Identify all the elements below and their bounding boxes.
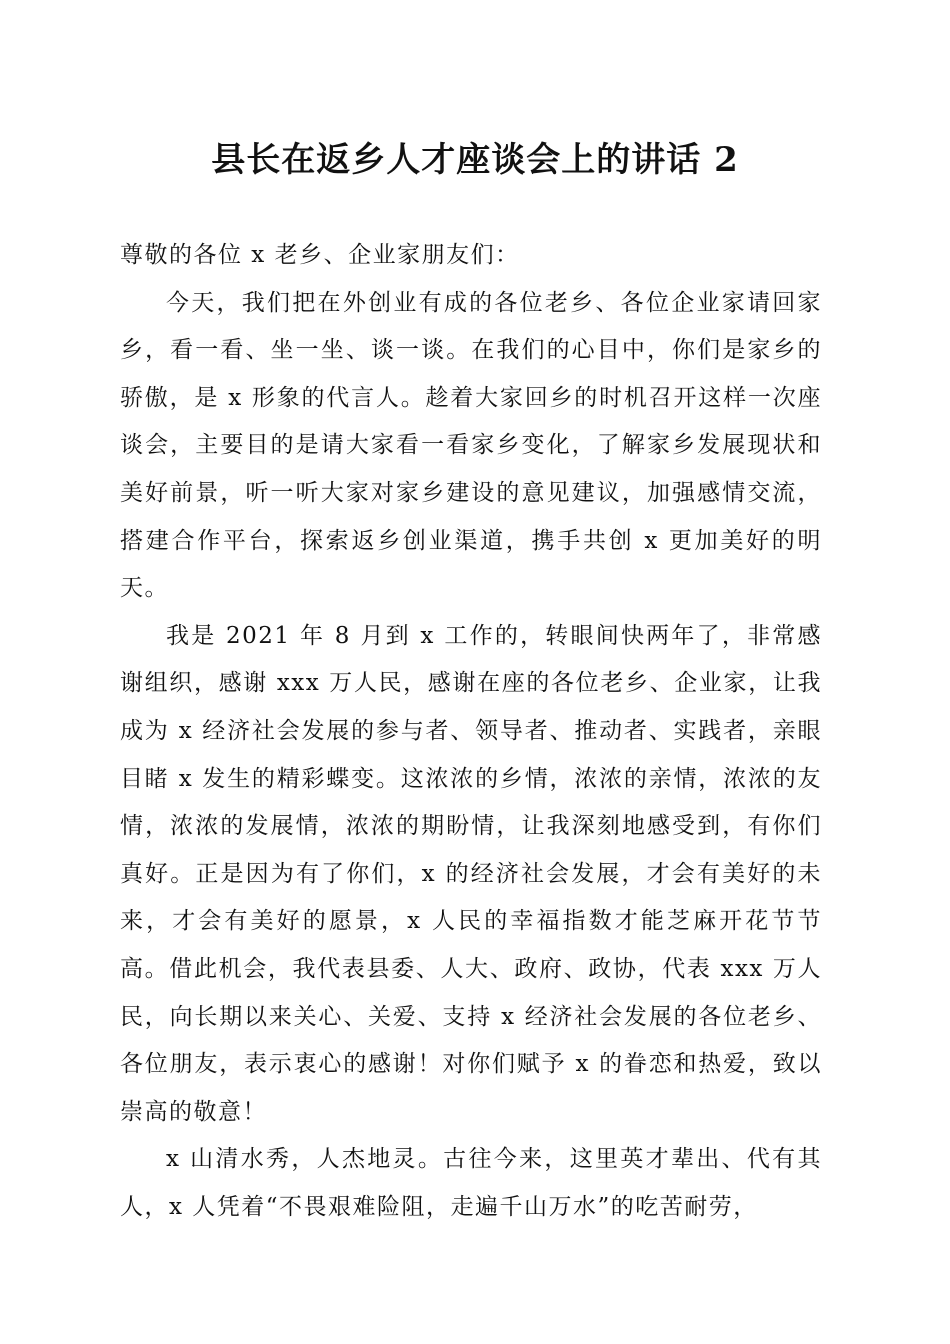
paragraph-3: x 山清水秀，人杰地灵。古往今来，这里英才辈出、代有其人，x 人凭着“不畏艰难险阻，走遍千山万水”的吃苦耐劳， — [120, 1146, 822, 1220]
document-body — [120, 232, 822, 1231]
document-title: 县长在返乡人才座谈会上的讲话 2 — [211, 140, 739, 180]
salutation: 尊敬的各位 x 老乡、企业家朋友们： — [120, 242, 520, 268]
paragraph-2: 我是 2021 年 8 月到 x 工作的，转眼间快两年了，非常感谢组织，感谢 xxx 万人民，感谢在座的各位老乡、企业家，让我成为 x 经济社会发展的参与者、领导者、推动者、实践者，亲眼目睹 x 发生的精彩蝶变。这浓浓的乡情，浓浓的亲情，浓浓的友情，浓浓的发展情，浓浓的期盼情，让我深刻地感受到，有你们真好。正是因为有了你们，x 的经济社会发展，才会有美好的未来，才会有美好的愿景，x 人民的幸福指数才能芝麻开花节节高。借此机会，我代表县委、人大、政府、政协，代表 xxx 万人民，向长期以来关心、关爱、支持 x 经济社会发展的各位老乡、各位朋友，表示衷心的感谢！对你们赋予 x 的眷恋和热爱，致以崇高的敬意！ — [120, 622, 822, 1125]
paragraph-1: 今天，我们把在外创业有成的各位老乡、各位企业家请回家乡，看一看、坐一坐、谈一谈。在我们的心目中，你们是家乡的骄傲，是 x 形象的代言人。趁着大家回乡的时机召开这样一次座谈会，主要目的是请大家看一看家乡变化，了解家乡发展现状和美好前景，听一听大家对家乡建设的意见建议，加强感情交流，搭建合作平台，探索返乡创业渠道，携手共创 x 更加美好的明天。 — [120, 289, 822, 602]
